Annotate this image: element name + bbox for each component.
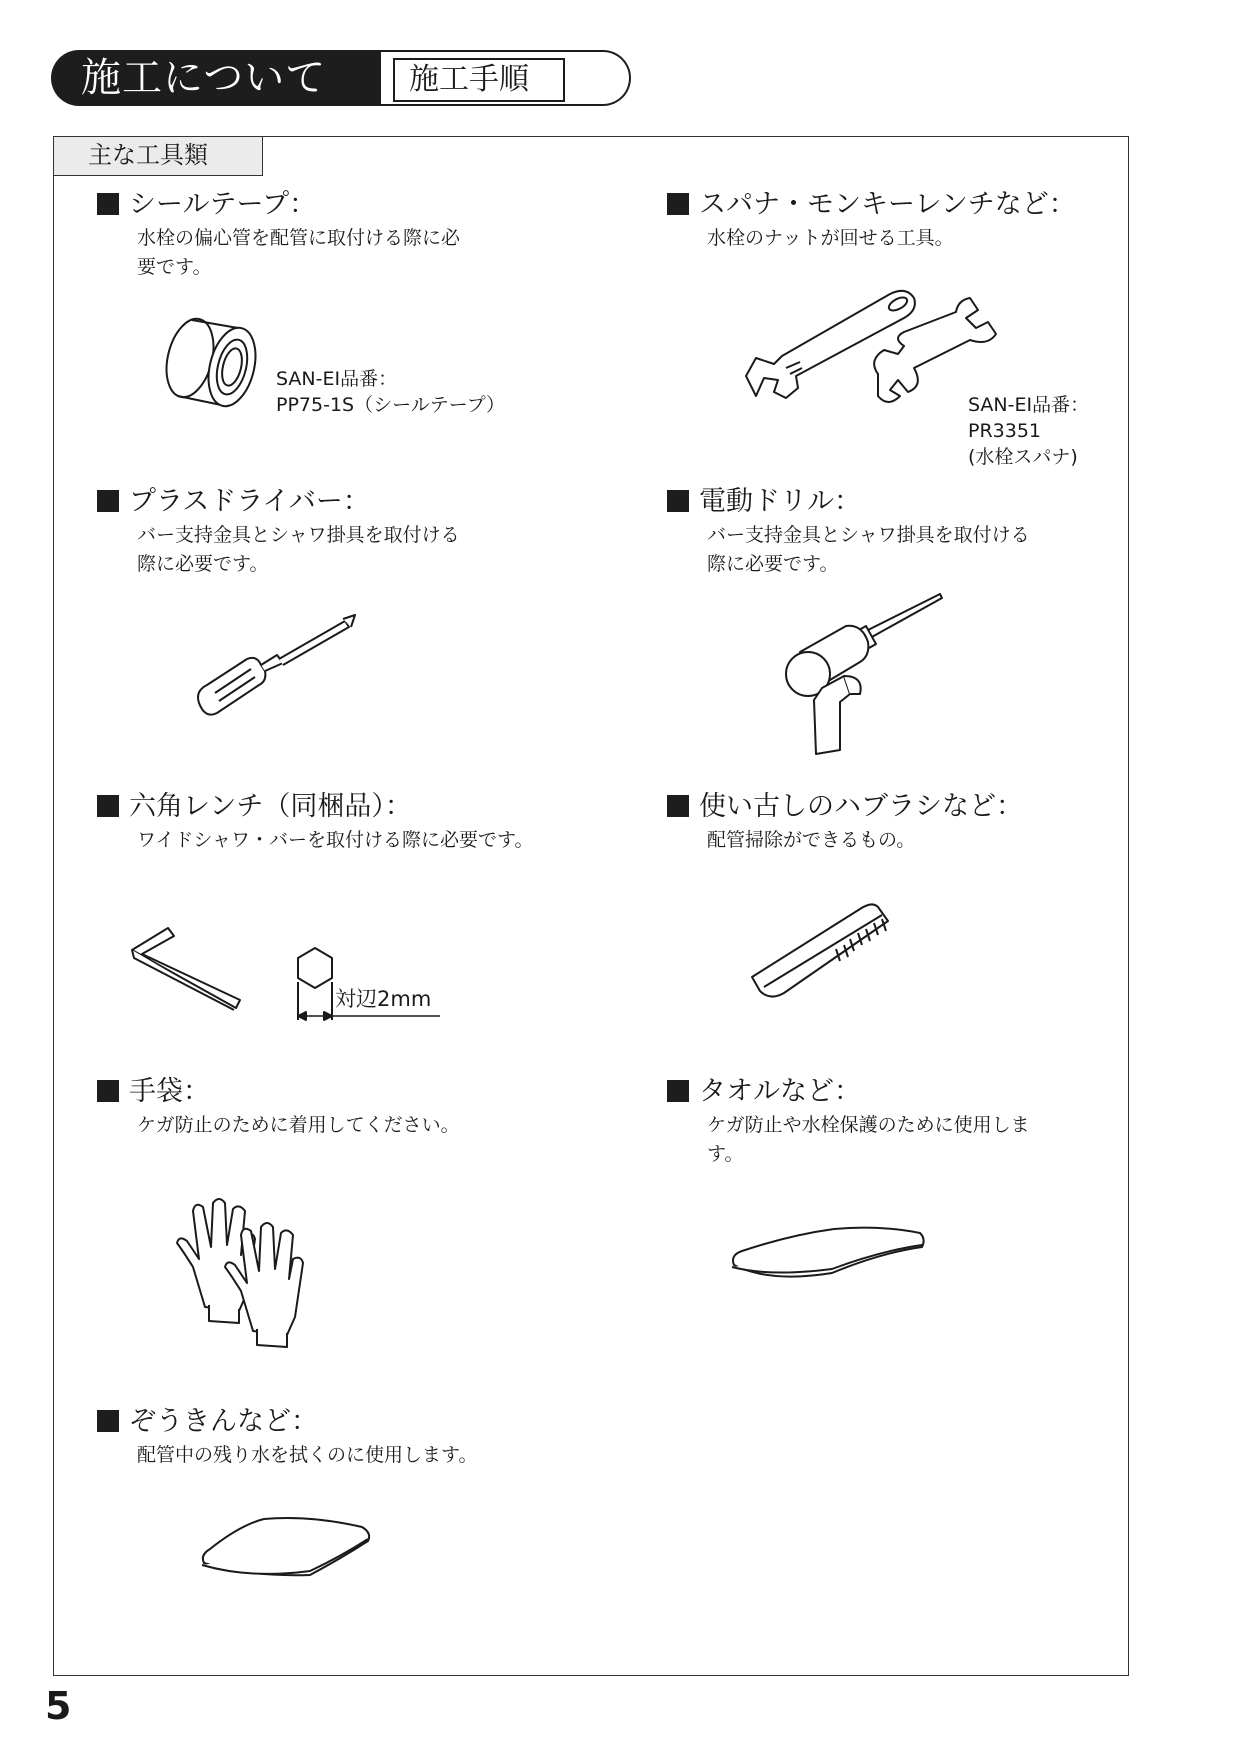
header-subtitle: 施工手順 (393, 58, 565, 102)
section-label: 主な工具類 (53, 136, 263, 176)
item-description: ワイドシャワ・バーを取付ける際に必要です。 (137, 829, 534, 851)
gloves-icon (175, 1195, 315, 1345)
item-towel (667, 1075, 1030, 1169)
item-title: タオルなど： (699, 1076, 861, 1107)
cloth-icon (200, 1515, 375, 1580)
item-title: プラスドライバー： (129, 486, 370, 517)
bullet-square-icon (667, 795, 689, 817)
item-hex-key (97, 790, 534, 855)
page-header (51, 50, 581, 106)
drill-icon (780, 590, 950, 760)
item-seal-tape (97, 188, 460, 282)
page-number: 5 (45, 1684, 72, 1728)
item-screwdriver (97, 485, 460, 579)
header-title: 施工について (51, 50, 381, 106)
item-description: ケガ防止や水栓保護のために使用しま す。 (707, 1114, 1030, 1165)
item-description: バー支持金具とシャワ掛具を取付ける 際に必要です。 (707, 524, 1030, 575)
wrench-caption: SAN-EI品番： PR3351 (水栓スパナ) (968, 394, 1090, 468)
bullet-square-icon (97, 795, 119, 817)
bullet-square-icon (667, 1080, 689, 1102)
item-description: ケガ防止のために着用してください。 (137, 1114, 460, 1136)
item-description: 水栓のナットが回せる工具。 (707, 227, 954, 249)
item-description: 配管中の残り水を拭くのに使用します。 (137, 1444, 478, 1466)
item-drill (667, 485, 1030, 579)
item-description: 配管掃除ができるもの。 (707, 829, 916, 851)
item-description: バー支持金具とシャワ掛具を取付ける 際に必要です。 (137, 524, 460, 575)
item-title: スパナ・モンキーレンチなど： (699, 189, 1076, 220)
toothbrush-icon (750, 895, 900, 1010)
seal-tape-caption: SAN-EI品番： PP75-1S（シールテープ） (276, 368, 505, 416)
towel-icon (730, 1225, 930, 1285)
item-title: 六角レンチ（同梱品）： (129, 791, 412, 822)
bullet-square-icon (97, 193, 119, 215)
item-description: 水栓の偏心管を配管に取付ける際に必 要です。 (137, 227, 461, 278)
bullet-square-icon (97, 490, 119, 512)
item-wrench (667, 188, 1076, 253)
item-title: 使い古しのハブラシなど： (699, 791, 1023, 822)
hex-key-caption: 対辺2mm (335, 987, 432, 1011)
header-subtitle-box (381, 50, 631, 106)
bullet-square-icon (97, 1080, 119, 1102)
bullet-square-icon (667, 490, 689, 512)
seal-tape-icon (160, 310, 270, 415)
screwdriver-icon (195, 615, 360, 720)
bullet-square-icon (97, 1410, 119, 1432)
item-title: 手袋： (129, 1076, 210, 1107)
item-title: 電動ドリル： (699, 486, 861, 517)
item-toothbrush (667, 790, 1023, 855)
item-title: ぞうきんなど： (129, 1406, 318, 1437)
item-title: シールテープ： (129, 189, 317, 220)
item-cloth (97, 1405, 477, 1470)
bullet-square-icon (667, 193, 689, 215)
item-gloves (97, 1075, 460, 1140)
